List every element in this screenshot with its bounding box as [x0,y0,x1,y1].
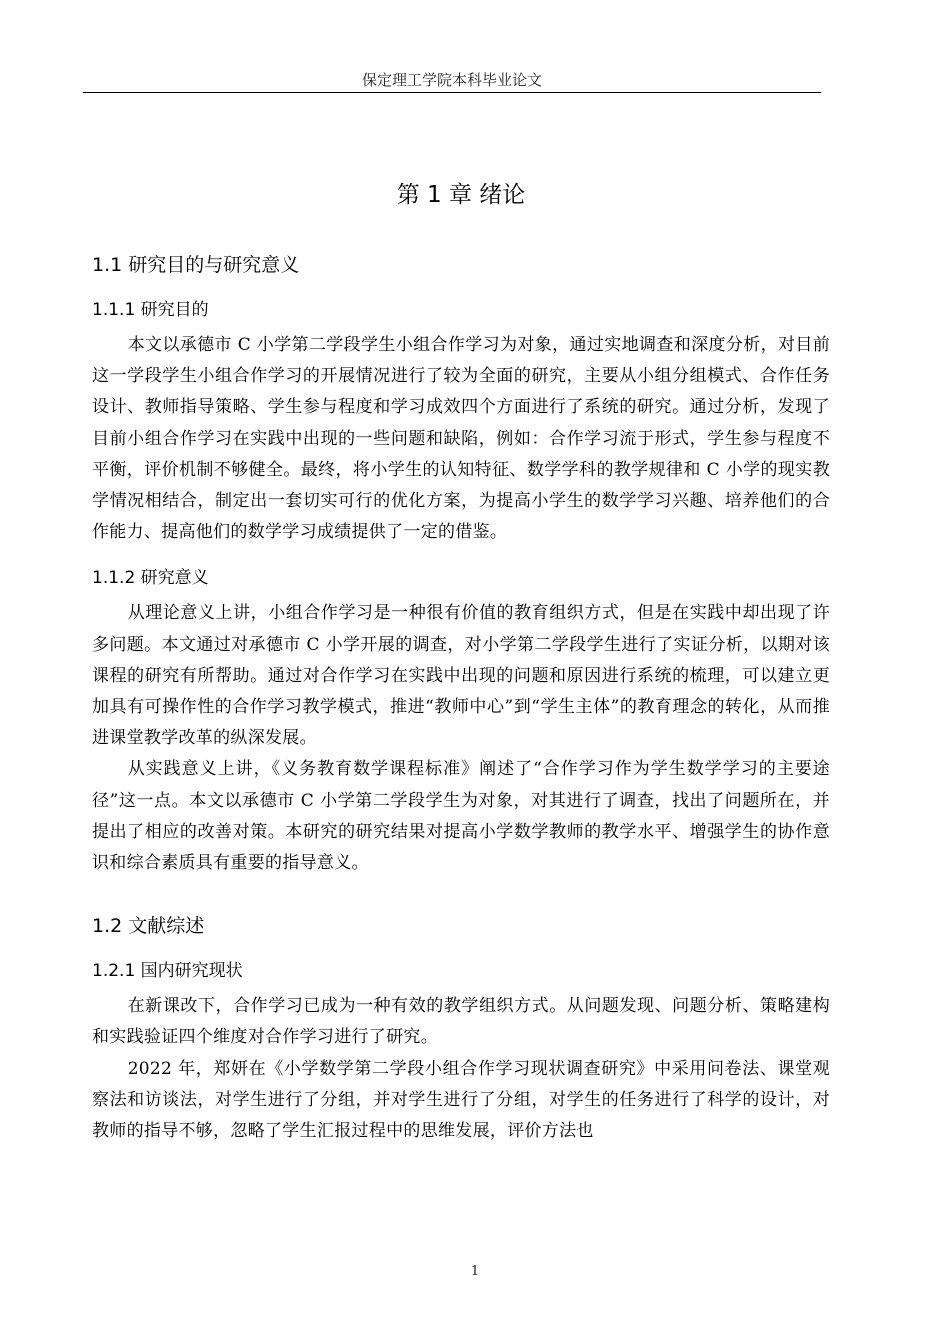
page-body [92,176,830,1147]
subsection-heading-1-2-1: 1.2.1 国内研究现状 [92,961,243,982]
page-number: 1 [470,1264,480,1279]
header-rule [83,92,821,93]
paragraph-practical-significance: 从实践意义上讲，《义务教育数学课程标准》阐述了“合作学习作为学生数学学习的主要途径”这一点。本文以承德市 C 小学第二学段学生为对象，对其进行了调查，找出了问题所在，并提出了相应的改善对策。本研究的研究结果对提高小学数学教师的教学水平、增强学生的协作意识和综合素质具有重要的指导意义。 [92,759,830,874]
running-header: 保定理工学院本科毕业论文 [361,71,542,89]
section-heading-1-1: 1.1 研究目的与研究意义 [92,254,300,276]
subsection-heading-1-1-2: 1.1.2 研究意义 [92,568,209,589]
chapter-title: 第 1 章 绪论 [396,182,526,208]
paragraph-domestic-overview: 在新课改下，合作学习已成为一种有效的教学组织方式。从问题发现、问题分析、策略建构和实践验证四个维度对合作学习进行了研究。 [92,996,830,1048]
paragraph-domestic-2022: 2022 年，郑妍在《小学数学第二学段小组合作学习现状调查研究》中采用问卷法、课堂观察法和访谈法，对学生进行了分组，并对学生进行了分组，对学生的任务进行了科学的设计，对教师的指导不够，忽略了学生汇报过程中的思维发展，评价方法也 [92,1058,830,1142]
paragraph-research-purpose: 本文以承德市 C 小学第二学段学生小组合作学习为对象，通过实地调查和深度分析，对目前这一学段学生小组合作学习的开展情况进行了较为全面的研究，主要从小组分组模式、合作任务设计、教师指导策略、学生参与程度和学习成效四个方面进行了系统的研究。通过分析，发现了目前小组合作学习在实践中出现的一些问题和缺陷，例如：合作学习流于形式，学生参与程度不平衡，评价机制不够健全。最终，将小学生的认知特征、数学学科的教学规律和 C 小学的现实教学情况相结合，制定出一套切实可行的优化方案，为提高小学生的数学学习兴趣、培养他们的合作能力、提高他们的数学学习成绩提供了一定的借鉴。 [92,335,830,543]
subsection-heading-1-1-1: 1.1.1 研究目的 [92,300,209,320]
section-heading-1-2: 1.2 文献综述 [92,915,205,938]
paragraph-theoretical-significance: 从理论意义上讲，小组合作学习是一种很有价值的教育组织方式，但是在实践中却出现了许多问题。本文通过对承德市 C 小学开展的调查，对小学第二学段学生进行了实证分析，以期对该课程的研究有所帮助。通过对合作学习在实践中出现的问题和原因进行系统的梳理，可以建立更加具有可操作性的合作学习教学模式，推进“教师中心”到“学生主体”的教育理念的转化，从而推进课堂教学改革的纵深发展。 [92,603,830,749]
